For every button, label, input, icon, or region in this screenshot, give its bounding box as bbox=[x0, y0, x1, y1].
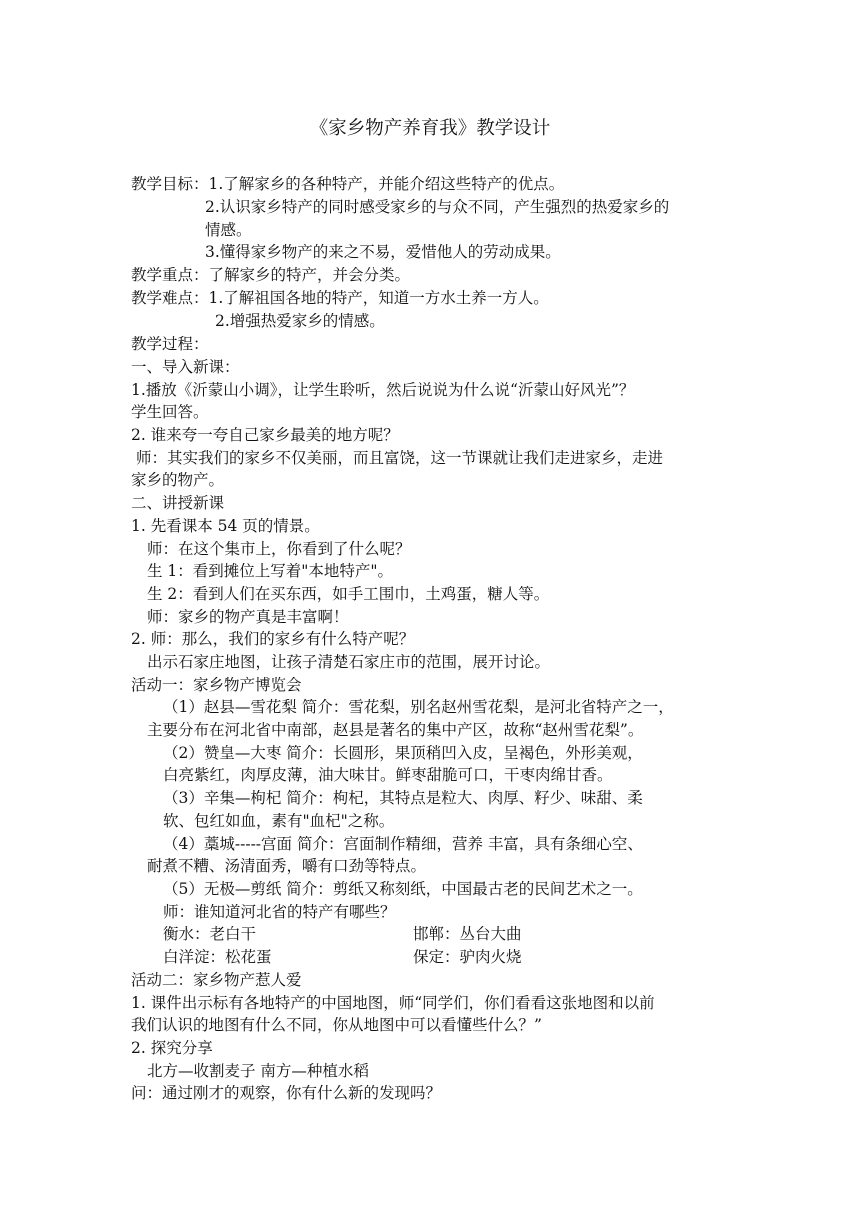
difficulty-line-1: 教学难点：1.了解祖国各地的特产，知道一方水土养一方人。 bbox=[131, 289, 549, 307]
specialty-handan: 邯郸：丛台大曲 bbox=[413, 925, 522, 943]
activity1-item-2b: 白亮紫红，肉厚皮薄，油大味甘。鲜枣甜脆可口，干枣肉绵甘香。 bbox=[163, 766, 613, 784]
teach-heading: 二、讲授新课 bbox=[131, 494, 225, 512]
activity1-item-1b: 主要分布在河北省中南部，赵县是著名的集中产区，故称“赵州雪花梨”。 bbox=[147, 721, 644, 739]
activity1-item-3a: （3）辛集—枸杞 简介：枸杞，其特点是粒大、肉厚、籽少、味甜、柔 bbox=[163, 789, 643, 807]
teach-line-4: 生 2：看到人们在买东西，如手工围巾，土鸡蛋，糖人等。 bbox=[147, 585, 550, 603]
activity2-line-1: 1. 课件出示标有各地特产的中国地图，师“同学们，你们看看这张地图和以前 bbox=[131, 994, 655, 1012]
activity1-item-4a: （4）藁城-----宫面 简介：宫面制作精细，营养 丰富，具有条细心空、 bbox=[163, 835, 643, 853]
activity1-item-5: （5）无极—剪纸 简介：剪纸又称刻纸，中国最古老的民间艺术之一。 bbox=[163, 880, 643, 898]
activity1-item-1a: （1）赵县—雪花梨 简介：雪花梨，别名赵州雪花梨，是河北省特产之一， bbox=[163, 698, 674, 716]
specialty-row-2 bbox=[163, 946, 723, 969]
intro-line-2: 学生回答。 bbox=[131, 403, 209, 421]
activity2-line-5: 问：通过刚才的观察，你有什么新的发现吗？ bbox=[131, 1084, 442, 1102]
objective-item-1: 1.了解家乡的各种特产，并能介绍这些特产的优点。 bbox=[208, 175, 565, 193]
specialty-baoding: 保定：驴肉火烧 bbox=[413, 948, 522, 966]
activity1-item-3b: 软、包红如血，素有"血杞"之称。 bbox=[163, 812, 395, 830]
intro-line-5: 家乡的物产。 bbox=[131, 471, 225, 489]
objectives-line-1 bbox=[131, 173, 564, 196]
specialty-row-1 bbox=[163, 923, 723, 946]
teach-line-5: 师：家乡的物产真是丰富啊！ bbox=[147, 608, 349, 626]
document-title: 《家乡物产养育我》教学设计 bbox=[309, 118, 551, 139]
teach-line-1: 1. 先看课本 54 页的情景。 bbox=[131, 517, 320, 535]
process-heading: 教学过程： bbox=[131, 335, 209, 353]
objective-item-2b: 情感。 bbox=[205, 221, 252, 239]
activity1-heading: 活动一：家乡物产博览会 bbox=[131, 676, 302, 694]
intro-line-3: 2. 谁来夸一夸自己家乡最美的地方呢？ bbox=[131, 426, 399, 444]
activity2-heading: 活动二：家乡物产惹人爱 bbox=[131, 971, 302, 989]
key-point: 教学重点：了解家乡的特产，并会分类。 bbox=[131, 266, 411, 284]
intro-heading: 一、导入新课： bbox=[131, 358, 240, 376]
teach-line-3: 生 1：看到摊位上写着"本地特产"。 bbox=[147, 562, 394, 580]
specialty-hengshui: 衡水：老白干 bbox=[163, 925, 257, 943]
objectives-label: 教学目标： bbox=[131, 175, 209, 193]
activity1-item-4b: 耐煮不糟、汤清面秀，嚼有口劲等特点。 bbox=[147, 857, 427, 875]
objective-item-3: 3.懂得家乡物产的来之不易，爱惜他人的劳动成果。 bbox=[205, 243, 561, 261]
intro-line-4: 师：其实我们的家乡不仅美丽，而且富饶，这一节课就让我们走进家乡，走进 bbox=[136, 449, 664, 467]
intro-line-1: 1.播放《沂蒙山小调》，让学生聆听，然后说说为什么说“沂蒙山好风光”？ bbox=[131, 381, 635, 399]
teach-line-2: 师：在这个集市上，你看到了什么呢？ bbox=[147, 540, 411, 558]
teach-line-6: 2. 师：那么，我们的家乡有什么特产呢？ bbox=[131, 630, 415, 648]
activity2-line-3: 2. 探究分享 bbox=[131, 1039, 213, 1057]
difficulty-line-2: 2.增强热爱家乡的情感。 bbox=[215, 312, 385, 330]
specialty-baiyangdian: 白洋淀：松花蛋 bbox=[163, 948, 272, 966]
activity2-line-2: 我们认识的地图有什么不同，你从地图中可以看懂些什么？” bbox=[131, 1016, 542, 1034]
activity2-line-4: 北方—收割麦子 南方—种植水稻 bbox=[147, 1062, 369, 1080]
activity1-item-2a: （2）赞皇—大枣 简介：长圆形，果顶稍凹入皮，呈褐色，外形美观， bbox=[163, 744, 643, 762]
teach-line-7: 出示石家庄地图，让孩子清楚石家庄市的范围，展开讨论。 bbox=[147, 653, 551, 671]
objective-item-2a: 2.认识家乡特产的同时感受家乡的与众不同，产生强烈的热爱家乡的 bbox=[205, 198, 670, 216]
activity1-question: 师：谁知道河北省的特产有哪些？ bbox=[163, 903, 396, 921]
